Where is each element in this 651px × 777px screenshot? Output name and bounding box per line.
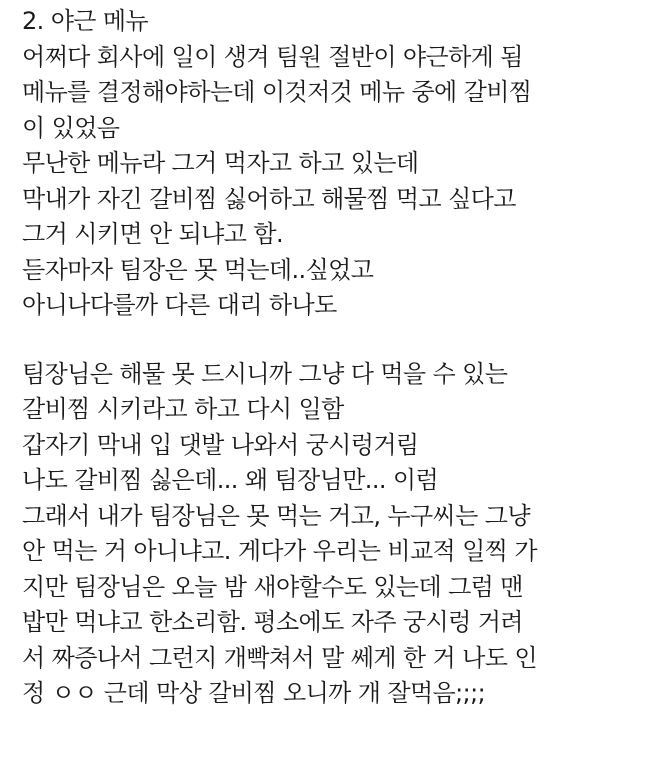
text-line: 나도 갈비찜 싫은데... 왜 팀장님만... 이럼 xyxy=(22,466,439,494)
paragraph-1 xyxy=(22,40,642,324)
text-line: 지만 팀장님은 오늘 밤 새야할수도 있는데 그럼 맨 xyxy=(22,572,523,601)
text-line: 어쩌다 회사에 일이 생겨 팀원 절반이 야근하게 됨 xyxy=(22,42,523,71)
text-line: 갑자기 막내 입 댓발 나와서 궁시렁거림 xyxy=(22,430,419,459)
text-line: 서 짜증나서 그런지 개빡쳐서 말 쎄게 한 거 나도 인 xyxy=(22,643,537,672)
paragraph-2 xyxy=(22,357,642,712)
text-line: 이 있었음 xyxy=(22,113,120,142)
text-line: 갈비찜 시키라고 하고 다시 일함 xyxy=(22,395,344,423)
text-line: 아니나다를까 다른 대리 하나도 xyxy=(22,291,337,319)
post-text xyxy=(22,4,642,712)
paragraph-gap xyxy=(22,324,642,357)
text-line: 막내가 자긴 갈비찜 싫어하고 해물찜 먹고 싶다고 xyxy=(22,184,516,213)
post-heading: 2. 야근 메뉴 xyxy=(22,7,149,35)
text-line: 메뉴를 결정해야하는데 이것저것 메뉴 중에 갈비찜 xyxy=(22,78,532,106)
text-line: 정 ㅇㅇ 근데 막상 갈비찜 오니까 개 잘먹음;;;; xyxy=(22,679,486,707)
text-line: 팀장님은 해물 못 드시니까 그냥 다 먹을 수 있는 xyxy=(22,359,508,388)
text-line: 듣자마자 팀장은 못 먹는데..싶었고 xyxy=(22,255,374,284)
text-line: 밥만 먹냐고 한소리함. 평소에도 자주 궁시렁 거려 xyxy=(22,608,523,636)
text-line: 그거 시키면 안 되냐고 함. xyxy=(22,220,283,248)
text-line: 무난한 메뉴라 그거 먹자고 하고 있는데 xyxy=(22,149,419,177)
text-line: 안 먹는 거 아니냐고. 게다가 우리는 비교적 일찍 가 xyxy=(22,537,537,565)
text-line: 그래서 내가 팀장님은 못 먹는 거고, 누구씨는 그냥 xyxy=(22,501,530,530)
